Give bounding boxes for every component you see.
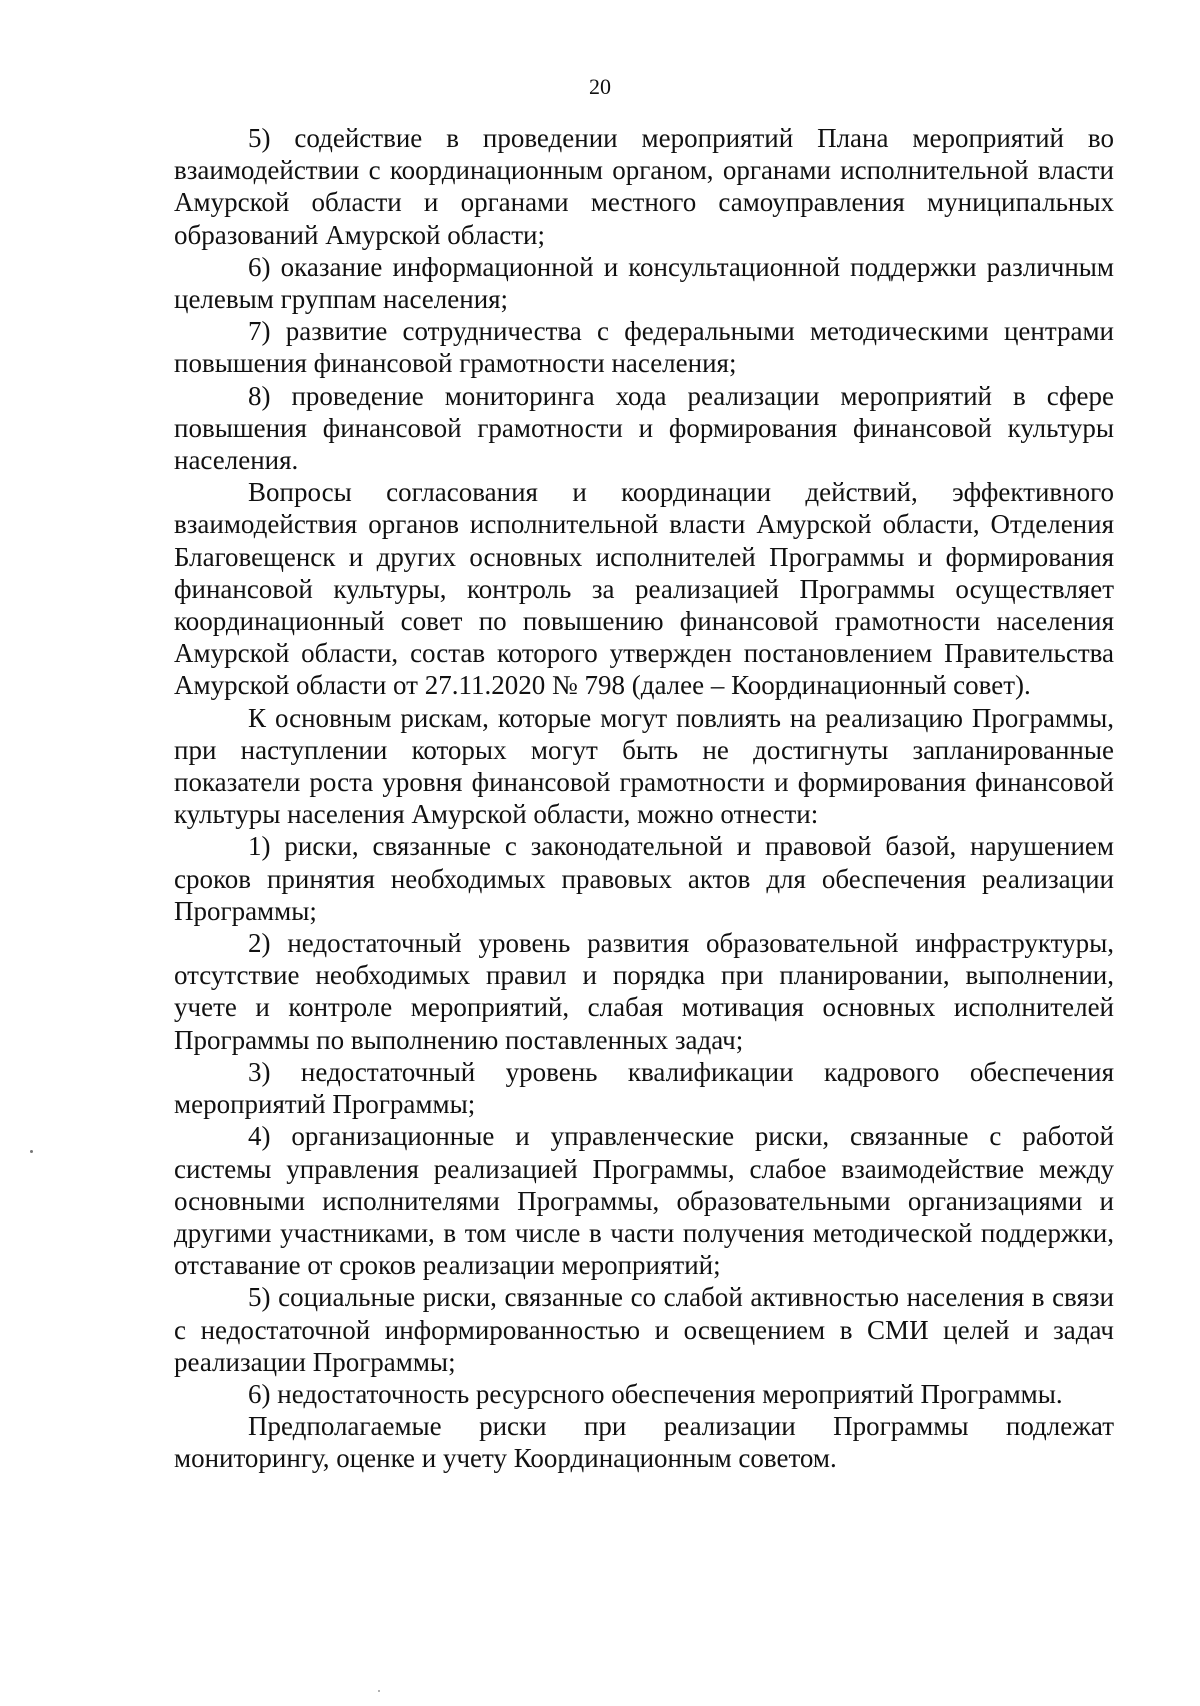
scan-speck-mark [30,1150,33,1153]
paragraph-item-8-monitoring: 8) проведение мониторинга хода реализации мероприятий в сфере повышения финансовой грамотности и формирования финансовой культуры населения. [174,380,1114,476]
page-number: 20 [589,74,611,99]
paragraph-risk-5-social: 5) социальные риски, связанные со слабой активностью населения в связи с недостаточной информированностью и освещением в СМИ целей и задач реализации Программы; [174,1282,1114,1377]
paragraph-risk-2-infrastructure: 2) недостаточный уровень развития образовательной инфраструктуры, отсутствие необходимых правил и порядка при планировании, выполнении, учете и контроле мероприятий, слабая мотивация основных исполнителей Программы по выполнению поставленных задач; [174,928,1114,1055]
paragraph-risk-1-legal: 1) риски, связанные с законодательной и правовой базой, нарушением сроков принятия необходимых правовых актов для обеспечения реализации Программы; [174,831,1114,926]
paragraph-item-6-info-support: 6) оказание информационной и консультационной поддержки различным целевым группам населения; [174,251,1114,315]
scan-speck-mark-bottom [378,1690,380,1692]
paragraph-risk-3-qualification: 3) недостаточный уровень квалификации кадрового обеспечения мероприятий Программы; [174,1056,1114,1120]
paragraph-risk-monitoring: Предполагаемые риски при реализации Программы подлежат мониторингу, оценке и учету Координационным советом. [174,1411,1114,1474]
paragraph-risk-6-resources: 6) недостаточность ресурсного обеспечения мероприятий Программы. [248,1378,1063,1409]
document-body [174,122,1114,1475]
paragraph-risk-4-organizational: 4) организационные и управленческие риски, связанные с работой системы управления реализацией Программы, слабое взаимодействие между основными исполнителями Программы, образовательными организациями и другими участниками, в том числе в части получения методической поддержки, отставание от сроков реализации мероприятий; [174,1121,1114,1281]
paragraph-item-5-support-events: 5) содействие в проведении мероприятий Плана мероприятий во взаимодействии с координационным органом, органами исполнительной власти Амурской области и органами местного самоуправления муниципальных образований Амурской области; [174,123,1114,250]
paragraph-main-risks-intro: К основным рискам, которые могут повлиять на реализацию Программы, при наступлении которых могут быть не достигнуты запланированные показатели роста уровня финансовой грамотности и формирования финансовой культуры населения Амурской области, можно отнести: [174,702,1114,830]
paragraph-item-7-cooperation: 7) развитие сотрудничества с федеральными методическими центрами повышения финансовой грамотности населения; [174,316,1114,379]
paragraph-coordination-council: Вопросы согласования и координации действий, эффективного взаимодействия органов исполнительной власти Амурской области, Отделения Благовещенск и других основных исполнителей Программы и формирования финансовой культуры, контроль за реализацией Программы осуществляет координационный совет по повышению финансовой грамотности населения Амурской области, состав которого утвержден постановлением Правительства Амурской области от 27.11.2020 № 798 (далее – Координационный совет). [174,477,1114,701]
